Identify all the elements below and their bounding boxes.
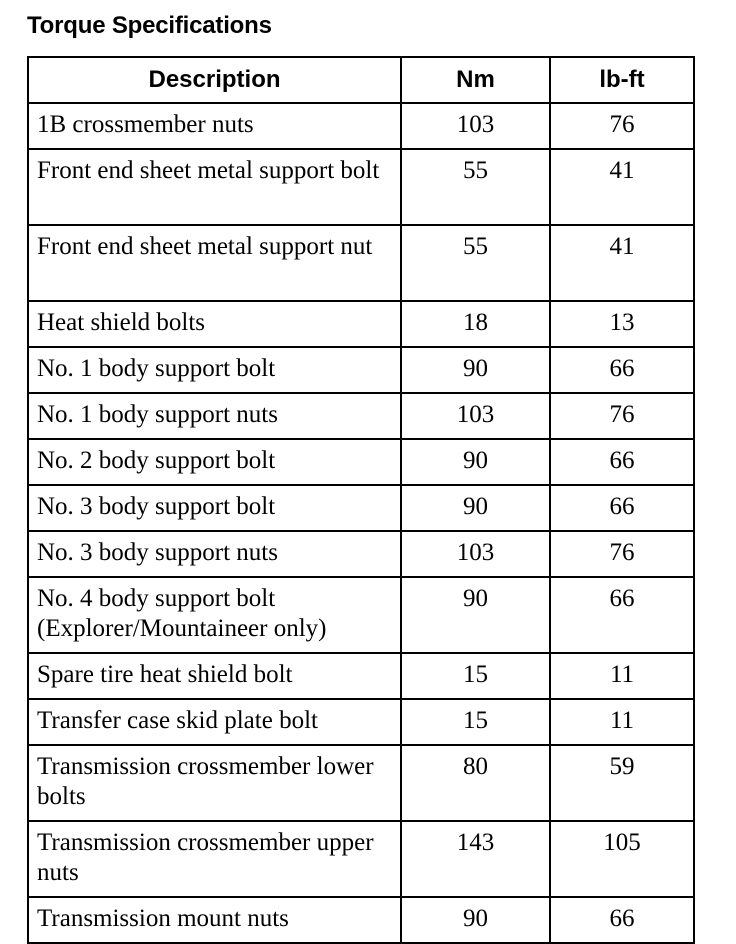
row-nm-value: 55	[401, 225, 550, 301]
row-description: Front end sheet metal support nut	[28, 225, 401, 301]
table-row	[28, 225, 694, 301]
row-nm-value: 18	[401, 301, 550, 347]
table-row	[28, 821, 694, 897]
row-description: No. 3 body support nuts	[28, 531, 401, 577]
table-header-row	[28, 57, 694, 103]
torque-spec-table	[27, 56, 695, 944]
table-row	[28, 577, 694, 653]
row-description: Transmission crossmember lower bolts	[28, 745, 401, 821]
table-row	[28, 149, 694, 225]
row-lbft-value: 66	[550, 439, 694, 485]
row-lbft-value: 66	[550, 897, 694, 943]
row-description: Transmission crossmember upper nuts	[28, 821, 401, 897]
row-nm-value: 80	[401, 745, 550, 821]
table-row	[28, 393, 694, 439]
table-row	[28, 103, 694, 149]
row-lbft-value: 66	[550, 347, 694, 393]
row-lbft-value: 41	[550, 149, 694, 225]
table-row	[28, 745, 694, 821]
row-description: No. 4 body support bolt (Explorer/Mountaineer only)	[28, 577, 401, 653]
row-lbft-value: 76	[550, 393, 694, 439]
column-header-description: Description	[28, 57, 401, 103]
row-description: 1B crossmember nuts	[28, 103, 401, 149]
row-lbft-value: 11	[550, 699, 694, 745]
table-row	[28, 531, 694, 577]
table-row	[28, 485, 694, 531]
row-lbft-value: 105	[550, 821, 694, 897]
row-description: Transfer case skid plate bolt	[28, 699, 401, 745]
page-title: Torque Specifications	[27, 12, 272, 39]
row-nm-value: 90	[401, 485, 550, 531]
row-nm-value: 90	[401, 577, 550, 653]
row-description: No. 1 body support bolt	[28, 347, 401, 393]
table-row	[28, 897, 694, 943]
row-nm-value: 103	[401, 393, 550, 439]
row-nm-value: 90	[401, 897, 550, 943]
row-description: Heat shield bolts	[28, 301, 401, 347]
row-nm-value: 90	[401, 347, 550, 393]
row-lbft-value: 13	[550, 301, 694, 347]
column-header-nm: Nm	[401, 57, 550, 103]
row-nm-value: 103	[401, 531, 550, 577]
row-description: Transmission mount nuts	[28, 897, 401, 943]
table-row	[28, 699, 694, 745]
row-lbft-value: 76	[550, 531, 694, 577]
table-row	[28, 301, 694, 347]
row-lbft-value: 66	[550, 577, 694, 653]
row-lbft-value: 66	[550, 485, 694, 531]
row-description: No. 2 body support bolt	[28, 439, 401, 485]
column-header-lbft: lb-ft	[550, 57, 694, 103]
row-nm-value: 15	[401, 653, 550, 699]
row-description: No. 3 body support bolt	[28, 485, 401, 531]
row-nm-value: 55	[401, 149, 550, 225]
table-row	[28, 347, 694, 393]
row-nm-value: 103	[401, 103, 550, 149]
row-nm-value: 143	[401, 821, 550, 897]
row-nm-value: 15	[401, 699, 550, 745]
row-description: Front end sheet metal support bolt	[28, 149, 401, 225]
row-description: No. 1 body support nuts	[28, 393, 401, 439]
table-row	[28, 653, 694, 699]
row-description: Spare tire heat shield bolt	[28, 653, 401, 699]
table-row	[28, 439, 694, 485]
row-lbft-value: 59	[550, 745, 694, 821]
row-lbft-value: 76	[550, 103, 694, 149]
row-lbft-value: 11	[550, 653, 694, 699]
row-lbft-value: 41	[550, 225, 694, 301]
row-nm-value: 90	[401, 439, 550, 485]
